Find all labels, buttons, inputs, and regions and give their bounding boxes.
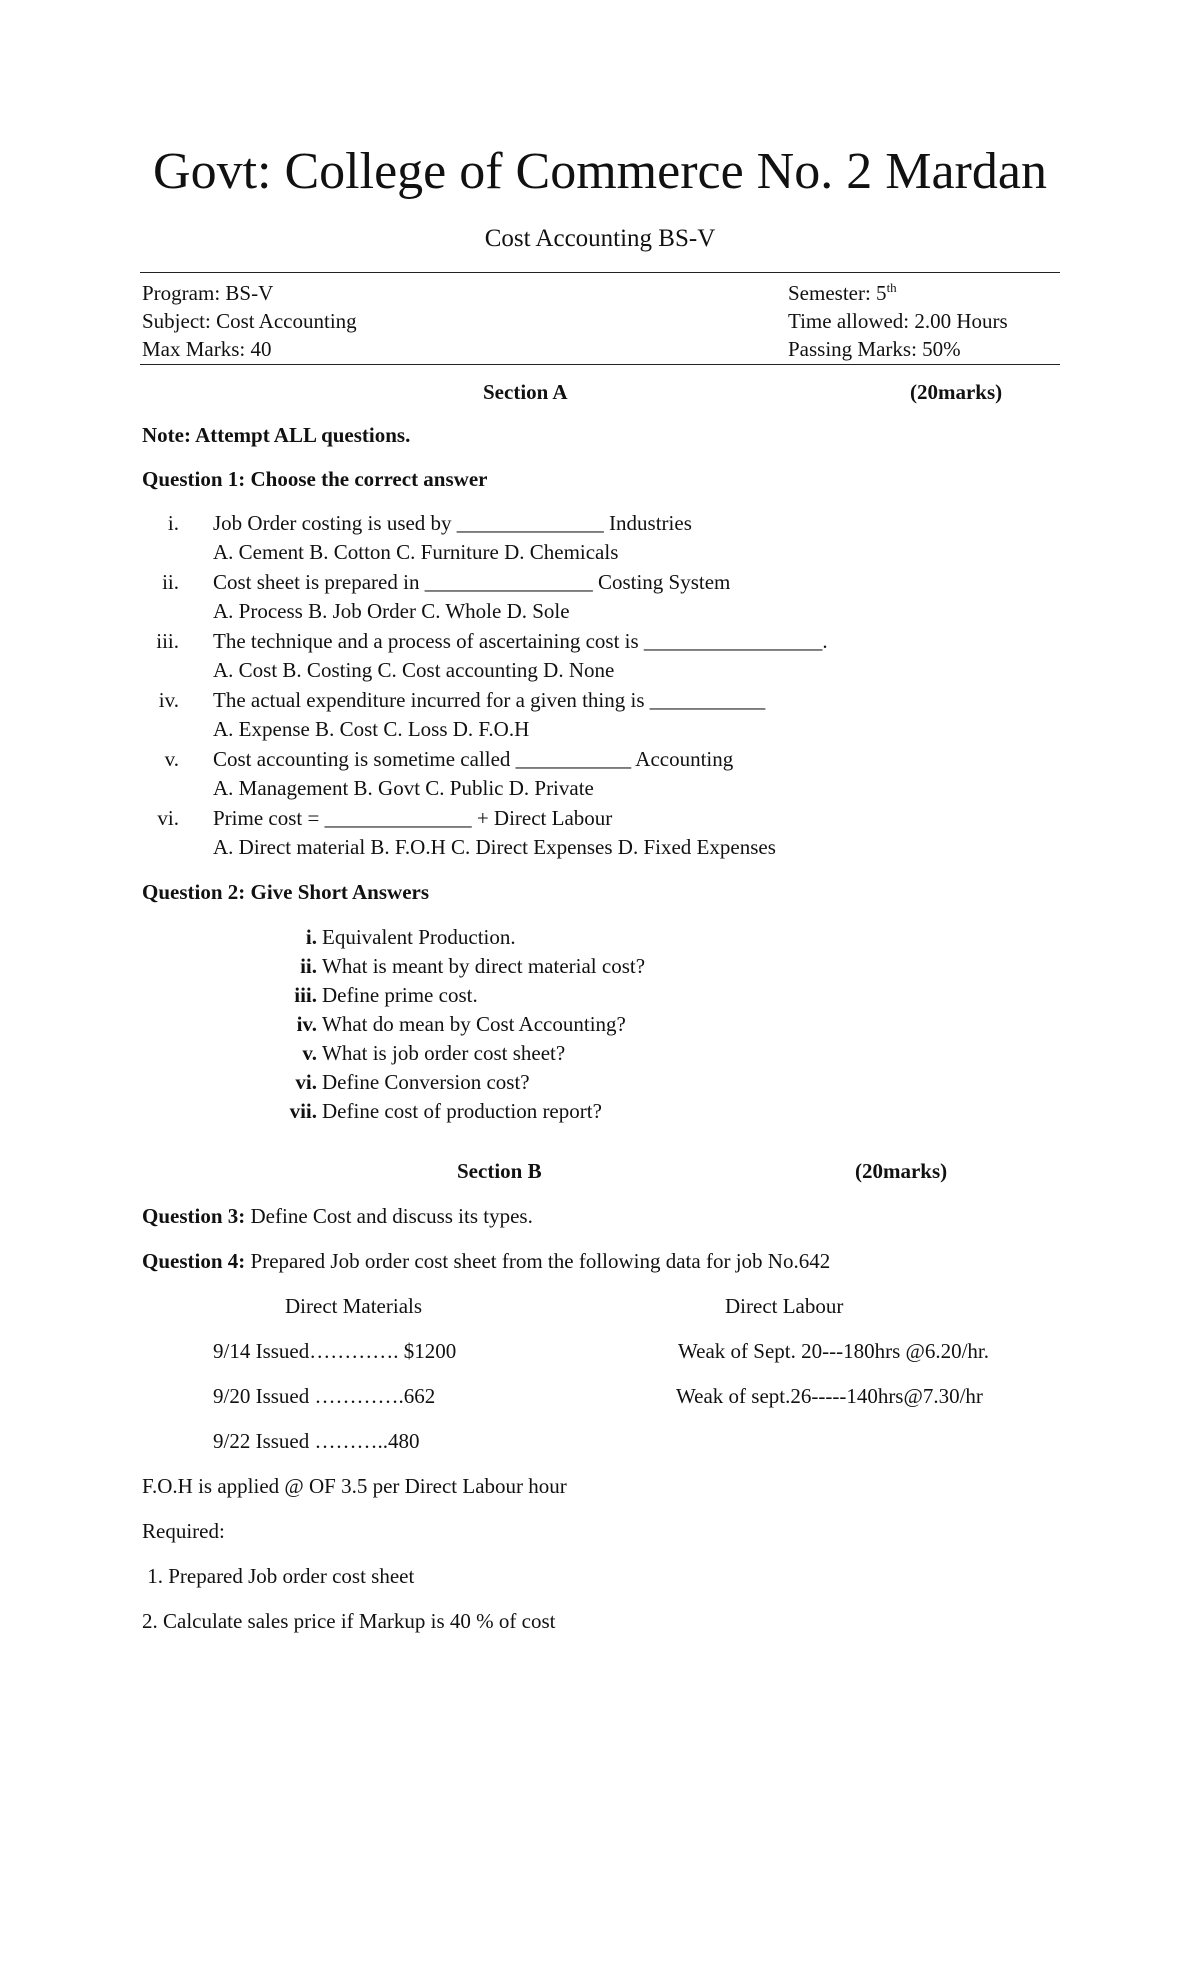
short-number: vi. — [295, 1070, 317, 1094]
section-b-marks: (20marks) — [855, 1159, 948, 1183]
question-2-title: Question 2: Give Short Answers — [142, 880, 430, 904]
direct-material-row: 9/22 Issued ………..480 — [213, 1429, 420, 1453]
short-question: Equivalent Production. — [322, 925, 516, 949]
short-question: Define prime cost. — [322, 983, 478, 1007]
semester-text: Semester: 5 — [788, 281, 887, 305]
mcq-question: Prime cost = ______________ + Direct Labour — [213, 806, 613, 830]
max-marks: Max Marks: 40 — [142, 337, 272, 361]
mcq-question: The technique and a process of ascertaining cost is _________________. — [213, 629, 828, 653]
direct-labour-row: Weak of Sept. 20---180hrs @6.20/hr. — [678, 1339, 990, 1363]
section-b-title: Section B — [457, 1159, 542, 1183]
short-number: ii. — [300, 954, 317, 978]
mcq-options: A. Management B. Govt C. Public D. Private — [213, 776, 594, 800]
question-4 — [142, 1247, 830, 1275]
short-question: Define cost of production report? — [322, 1099, 602, 1123]
mcq-question: The actual expenditure incurred for a given thing is ___________ — [213, 688, 766, 712]
passing-marks: Passing Marks: 50% — [788, 337, 961, 361]
short-number: vii. — [289, 1099, 317, 1123]
time-allowed: Time allowed: 2.00 Hours — [788, 309, 1008, 333]
mcq-number: ii. — [162, 570, 179, 594]
semester — [788, 279, 897, 307]
mcq-options: A. Cost B. Costing C. Cost accounting D. None — [213, 658, 615, 682]
foh-statement: F.O.H is applied @ OF 3.5 per Direct Labour hour — [142, 1474, 567, 1498]
note: Note: Attempt ALL questions. — [142, 423, 411, 447]
direct-material-row: 9/14 Issued…………. $1200 — [213, 1339, 457, 1363]
question-3 — [142, 1202, 533, 1230]
short-question: What is meant by direct material cost? — [322, 954, 646, 978]
short-question: Define Conversion cost? — [322, 1070, 530, 1094]
mcq-options: A. Cement B. Cotton C. Furniture D. Chemicals — [213, 540, 619, 564]
divider-bottom — [140, 364, 1060, 365]
direct-labour-header: Direct Labour — [725, 1294, 844, 1318]
section-a-title: Section A — [483, 380, 568, 404]
question-4-label: Question 4: — [142, 1249, 246, 1273]
mcq-question: Cost accounting is sometime called ___________ Accounting — [213, 747, 734, 771]
mcq-options: A. Process B. Job Order C. Whole D. Sole — [213, 599, 570, 623]
requirement-2: 2. Calculate sales price if Markup is 40 % of cost — [142, 1609, 556, 1633]
requirement-1: 1. Prepared Job order cost sheet — [142, 1564, 415, 1588]
required-label: Required: — [142, 1519, 225, 1543]
section-a-marks: (20marks) — [910, 380, 1003, 404]
short-question: What is job order cost sheet? — [322, 1041, 566, 1065]
mcq-number: v. — [164, 747, 179, 771]
direct-material-row: 9/20 Issued ………….662 — [213, 1384, 436, 1408]
question-3-text: Define Cost and discuss its types. — [245, 1204, 533, 1228]
short-number: i. — [305, 925, 317, 949]
direct-labour-row: Weak of sept.26-----140hrs@7.30/hr — [676, 1384, 983, 1408]
direct-materials-header: Direct Materials — [285, 1294, 423, 1318]
short-number: iv. — [296, 1012, 317, 1036]
divider-top — [140, 272, 1060, 273]
mcq-options: A. Expense B. Cost C. Loss D. F.O.H — [213, 717, 530, 741]
mcq-number: iii. — [156, 629, 179, 653]
mcq-number: i. — [167, 511, 179, 535]
page-subtitle: Cost Accounting BS-V — [484, 225, 716, 252]
short-number: v. — [302, 1041, 317, 1065]
question-3-label: Question 3: — [142, 1204, 246, 1228]
mcq-number: vi. — [157, 806, 179, 830]
short-question: What do mean by Cost Accounting? — [322, 1012, 626, 1036]
mcq-number: iv. — [158, 688, 179, 712]
subject: Subject: Cost Accounting — [142, 309, 357, 333]
mcq-question: Cost sheet is prepared in ________________ Costing System — [213, 570, 731, 594]
question-1-title: Question 1: Choose the correct answer — [142, 467, 488, 491]
short-number: iii. — [294, 983, 317, 1007]
question-4-text: Prepared Job order cost sheet from the following data for job No.642 — [245, 1249, 831, 1273]
program: Program: BS-V — [142, 281, 274, 305]
mcq-options: A. Direct material B. F.O.H C. Direct Expenses D. Fixed Expenses — [213, 835, 776, 859]
page-title: Govt: College of Commerce No. 2 Mardan — [153, 143, 1047, 200]
semester-sup: th — [886, 280, 897, 295]
mcq-question: Job Order costing is used by ______________ Industries — [213, 511, 692, 535]
